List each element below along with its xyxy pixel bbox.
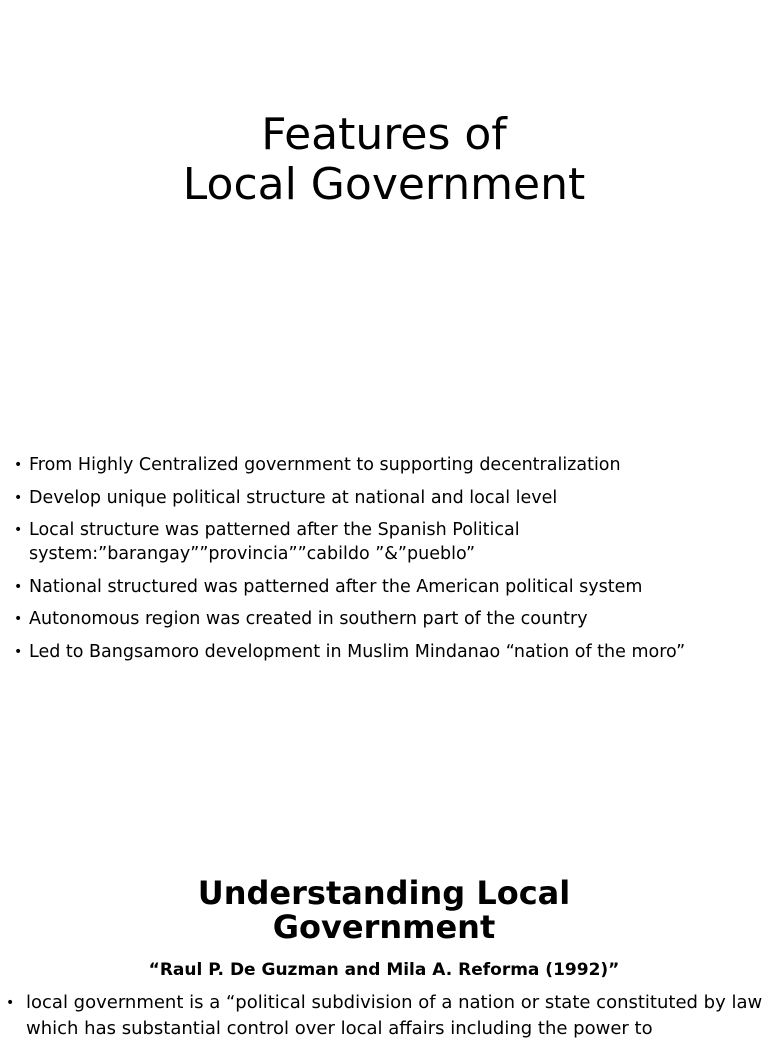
- bullet-mark: •: [14, 522, 23, 538]
- bullet-mark: •: [6, 995, 15, 1011]
- bullet-mark: •: [14, 457, 23, 473]
- title-line-1: Understanding Local: [197, 874, 571, 912]
- list-item-text: National structured was patterned after the American political system: [29, 576, 643, 597]
- definition-text: local government is a “political subdivision of a nation or state constituted by law which has substantial control over local affairs including the power to: [26, 992, 763, 1039]
- list-item-text: Develop unique political structure at national and local level: [29, 487, 558, 508]
- bullet-list: [14, 453, 754, 672]
- slide-title: [0, 876, 768, 944]
- bullet-mark: •: [14, 489, 23, 506]
- list-item: [14, 486, 754, 510]
- slide-features-title: [0, 0, 768, 433]
- list-item: [14, 453, 754, 477]
- slide-title: [0, 110, 768, 210]
- bullet-mark: •: [14, 611, 23, 627]
- list-item-text: Led to Bangsamoro development in Muslim Mindanao “nation of the moro”: [29, 641, 686, 662]
- slide-understanding: [0, 866, 768, 1039]
- slide-subtitle: “Raul P. De Guzman and Mila A. Reforma (1992)”: [148, 960, 620, 980]
- list-item-text: Local structure was patterned after the Spanish Political system:”barangay””provincia””cabildo ”&”pueblo”: [29, 520, 520, 564]
- slide-features-list: [0, 433, 768, 866]
- definition-paragraph: [6, 990, 766, 1042]
- list-item: [14, 575, 754, 599]
- bullet-mark: •: [14, 643, 23, 660]
- list-item-text: From Highly Centralized government to supporting decentralization: [29, 455, 621, 475]
- list-item: [14, 607, 754, 631]
- list-item-text: Autonomous region was created in southern part of the country: [29, 609, 588, 629]
- title-line-2: Government: [272, 908, 496, 946]
- list-item: [14, 518, 754, 566]
- title-line-1: Features of: [261, 109, 507, 160]
- list-item: [14, 640, 754, 664]
- bullet-mark: •: [14, 578, 23, 595]
- title-line-2: Local Government: [182, 159, 586, 210]
